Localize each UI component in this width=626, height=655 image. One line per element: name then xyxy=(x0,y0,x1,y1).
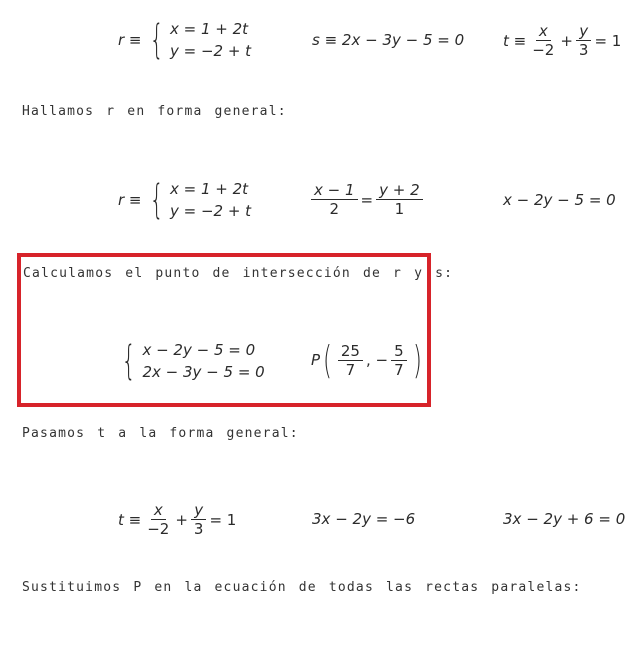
left-paren: ( xyxy=(323,338,332,382)
denominator: 3 xyxy=(578,41,589,59)
numerator: y xyxy=(191,502,206,520)
separator: , − xyxy=(365,351,389,369)
r-parametric-system-1 xyxy=(118,18,251,62)
t-segmental-equation-1 xyxy=(503,23,621,58)
r-parametric-system-2 xyxy=(118,178,251,222)
equals-sign: = xyxy=(360,190,374,209)
t-segmental-equation-2 xyxy=(118,502,236,537)
equation-2: 2x − 3y − 5 = 0 xyxy=(142,363,265,381)
denominator: 3 xyxy=(193,520,204,538)
numerator: 25 xyxy=(338,343,363,361)
s-equation: s ≡ 2x − 3y − 5 = 0 xyxy=(312,31,465,49)
denominator: −2 xyxy=(532,41,555,59)
right-paren: ) xyxy=(412,338,422,382)
fraction xyxy=(144,502,172,537)
equation-y: y = −2 + t xyxy=(169,42,252,60)
t-label: t ≡ xyxy=(118,510,142,529)
intersection-system xyxy=(114,339,265,383)
fraction xyxy=(376,182,423,217)
paragraph-pasamos: Pasamos t a la forma general: xyxy=(22,426,299,441)
fraction xyxy=(576,23,592,58)
r-label: r ≡ xyxy=(118,31,142,49)
denominator: −2 xyxy=(147,520,170,538)
fraction xyxy=(338,343,363,378)
equation-1: x − 2y − 5 = 0 xyxy=(142,341,256,359)
denominator: 2 xyxy=(329,200,340,218)
point-label: P xyxy=(311,351,321,369)
fraction xyxy=(311,182,358,217)
numerator: x xyxy=(151,502,166,520)
denominator: 7 xyxy=(345,360,356,379)
paragraph-calculamos: Calculamos el punto de intersección de r y s: xyxy=(23,266,454,281)
intersection-point xyxy=(311,338,424,382)
numerator: x xyxy=(536,23,551,41)
equation-x: x = 1 + 2t xyxy=(169,20,249,38)
left-brace: { xyxy=(121,338,136,384)
t-label: t ≡ xyxy=(503,31,527,50)
fraction xyxy=(391,343,407,378)
fraction xyxy=(191,502,207,537)
denominator: 7 xyxy=(394,360,404,379)
plus-sign: + xyxy=(560,31,573,50)
numerator: y xyxy=(576,23,591,41)
fraction xyxy=(529,23,557,58)
system-equations xyxy=(170,18,251,62)
left-brace: { xyxy=(149,177,164,223)
paragraph-sustituimos: Sustituimos P en la ecuación de todas las rectas paralelas: xyxy=(22,580,582,595)
t-intermediate-equation: 3x − 2y = −6 xyxy=(312,510,416,528)
system-equations xyxy=(142,339,264,383)
r-general-equation: x − 2y − 5 = 0 xyxy=(503,191,616,209)
system-equations xyxy=(170,178,251,222)
left-brace: { xyxy=(149,17,164,63)
right-hand-side: = 1 xyxy=(594,31,622,50)
r-label: r ≡ xyxy=(118,191,142,209)
plus-sign: + xyxy=(175,510,188,529)
denominator: 1 xyxy=(394,200,405,218)
numerator: y + 2 xyxy=(376,182,423,200)
r-continuous-equation xyxy=(308,182,426,217)
t-general-equation: 3x − 2y + 6 = 0 xyxy=(503,510,626,528)
equation-x: x = 1 + 2t xyxy=(169,180,249,198)
paragraph-hallamos: Hallamos r en forma general: xyxy=(22,104,287,119)
numerator: 5 xyxy=(391,343,407,361)
right-hand-side: = 1 xyxy=(209,510,237,529)
equation-y: y = −2 + t xyxy=(169,202,252,220)
numerator: x − 1 xyxy=(311,182,358,200)
